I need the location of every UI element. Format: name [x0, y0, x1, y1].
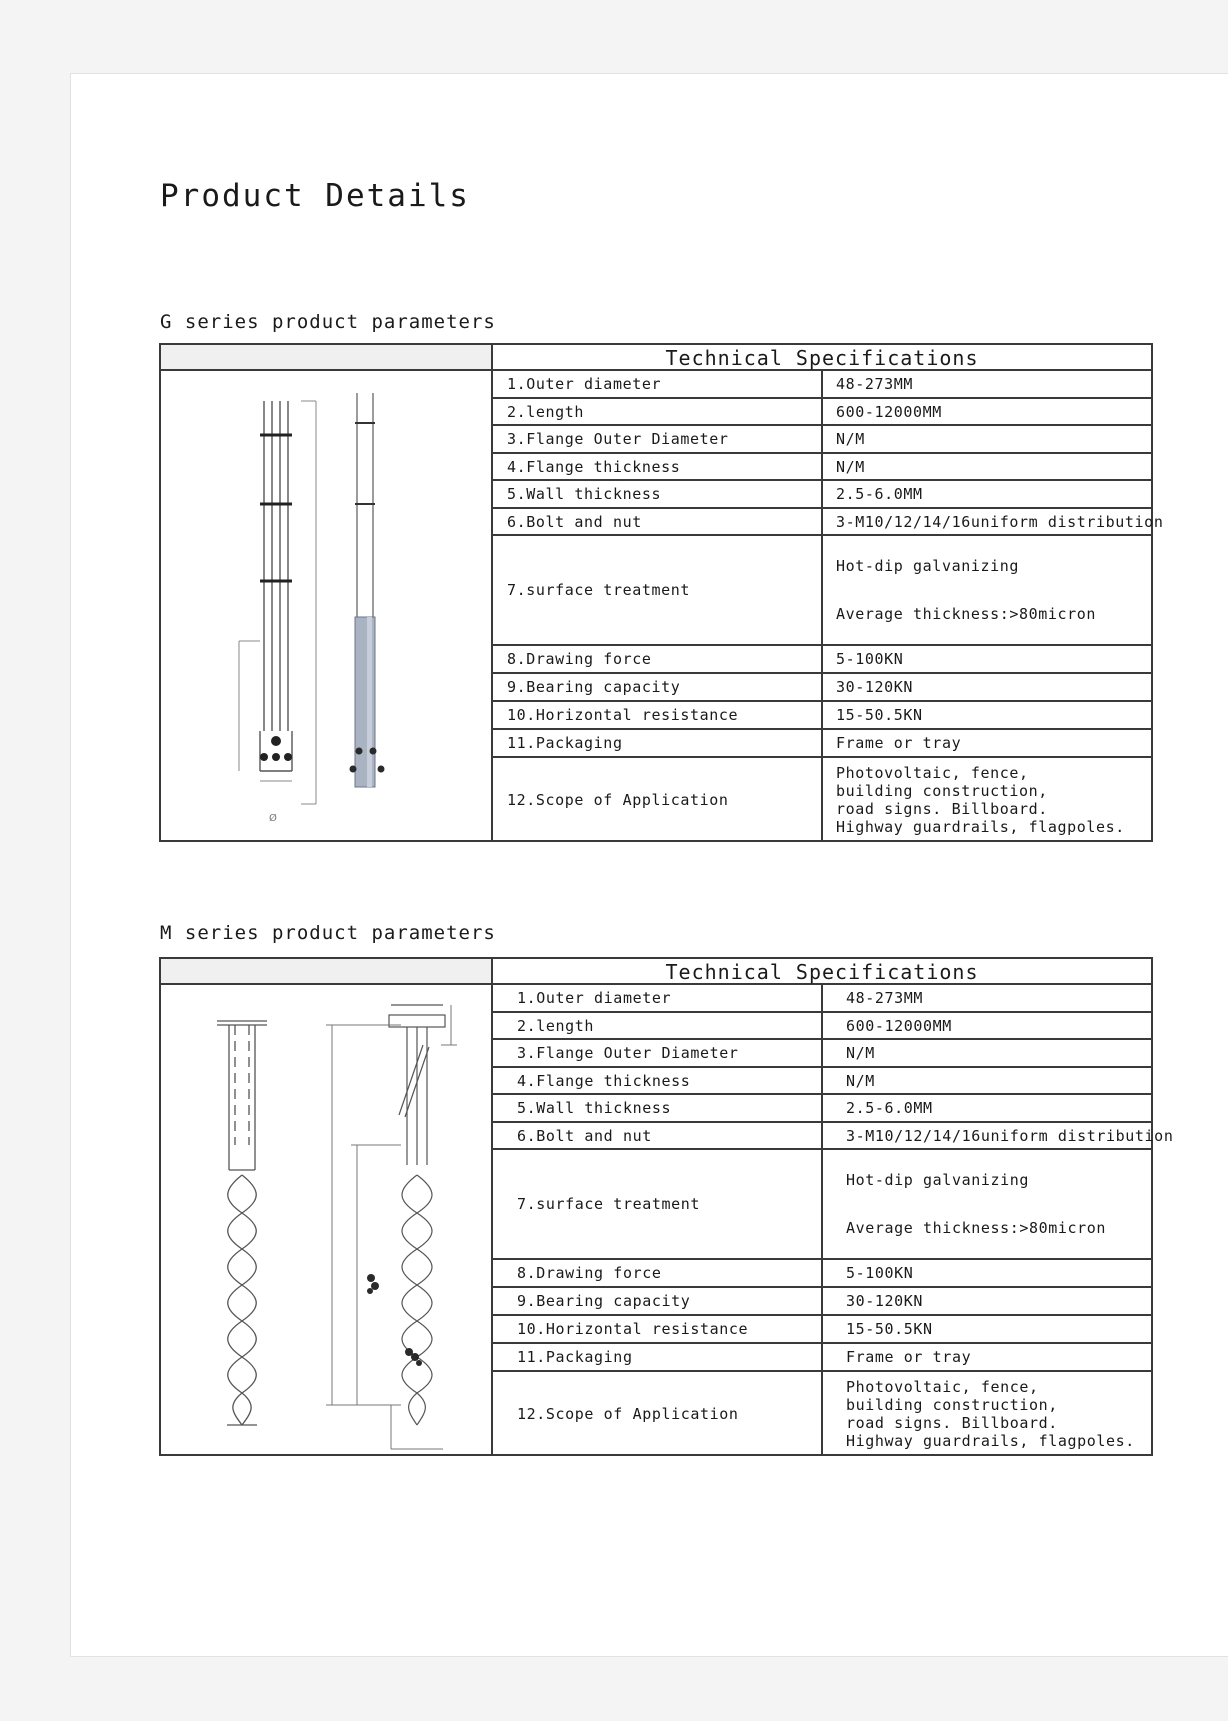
- spec-row: [493, 1068, 1151, 1095]
- spec-label: 11.Packaging: [493, 730, 823, 756]
- spec-table-header: Technical Specifications: [493, 345, 1151, 371]
- spec-value-line: Photovoltaic, fence,: [836, 763, 1029, 782]
- spec-value-line: Highway guardrails, flagpoles.: [836, 817, 1125, 836]
- spec-row: [493, 646, 1151, 674]
- spec-label: 2.length: [493, 1013, 823, 1038]
- spec-value: N/M: [846, 1071, 875, 1090]
- spec-row: [493, 730, 1151, 758]
- spec-label: 6.Bolt and nut: [493, 509, 823, 534]
- spec-value: 48-273MM: [846, 989, 924, 1007]
- spec-label: 12.Scope of Application: [493, 1372, 823, 1455]
- spec-label: 7.surface treatment: [493, 536, 823, 644]
- spec-row: [493, 1095, 1151, 1123]
- spec-value: N/M: [836, 430, 865, 448]
- spec-value: [823, 1372, 1151, 1455]
- spec-label: 12.Scope of Application: [493, 758, 823, 841]
- spec-row: [493, 509, 1164, 536]
- spec-value: 5-100KN: [836, 650, 904, 668]
- spec-value-line: building construction,: [836, 781, 1048, 800]
- spec-value: 3-M10/12/14/16uniform distribution: [836, 512, 1164, 531]
- spec-value: Frame or tray: [836, 734, 962, 752]
- g-series-spec-table: [491, 345, 1164, 840]
- spec-value: [823, 1150, 1151, 1258]
- spec-row: [493, 454, 1151, 481]
- spec-row: [493, 1150, 1151, 1260]
- spec-label: 3.Flange Outer Diameter: [493, 1040, 823, 1066]
- spec-row: [493, 1123, 1174, 1150]
- spec-value: 30-120KN: [846, 1292, 924, 1310]
- spec-value: Frame or tray: [846, 1348, 972, 1366]
- spec-row: [493, 371, 1151, 399]
- spec-value: [823, 758, 1151, 841]
- ground-screw-helix-drawing-m: [161, 985, 491, 1455]
- spec-row: [493, 1288, 1151, 1316]
- spec-row: [493, 1344, 1151, 1372]
- spec-value: 15-50.5KN: [836, 706, 923, 724]
- spec-row: [493, 1372, 1151, 1455]
- spec-row: [493, 1316, 1151, 1344]
- svg-text:Ø: Ø: [269, 813, 277, 824]
- spec-value-line: Average thickness:>80micron: [836, 605, 1097, 623]
- spec-label: 1.Outer diameter: [493, 985, 823, 1011]
- spec-row: [493, 1260, 1151, 1288]
- spec-label: 8.Drawing force: [493, 646, 823, 672]
- spec-label: 4.Flange thickness: [493, 454, 823, 479]
- spec-value: N/M: [846, 1044, 875, 1062]
- spec-label: 8.Drawing force: [493, 1260, 823, 1286]
- spec-row: [493, 536, 1151, 646]
- spec-label: 6.Bolt and nut: [493, 1123, 823, 1148]
- spec-value-line: Average thickness:>80micron: [846, 1219, 1107, 1237]
- image-column-header: [161, 345, 491, 371]
- spec-label: 3.Flange Outer Diameter: [493, 426, 823, 452]
- spec-label: 9.Bearing capacity: [493, 1288, 823, 1314]
- image-column-header: [161, 959, 491, 985]
- spec-label: 10.Horizontal resistance: [493, 1316, 823, 1342]
- spec-value: 48-273MM: [836, 375, 914, 393]
- spec-value: 15-50.5KN: [846, 1320, 933, 1338]
- g-series-drawing: [161, 371, 491, 840]
- spec-label: 5.Wall thickness: [493, 1095, 823, 1121]
- spec-row: [493, 1040, 1151, 1068]
- spec-table-header: Technical Specifications: [493, 959, 1151, 985]
- ground-screw-pile-drawing-g: [161, 371, 491, 841]
- spec-value-line: Hot-dip galvanizing: [836, 557, 1019, 575]
- spec-value-line: Photovoltaic, fence,: [846, 1377, 1039, 1396]
- spec-value: 2.5-6.0MM: [836, 485, 923, 503]
- spec-value-line: Highway guardrails, flagpoles.: [846, 1431, 1135, 1450]
- spec-label: 4.Flange thickness: [493, 1068, 823, 1093]
- spec-row: [493, 1013, 1151, 1040]
- spec-value: 5-100KN: [846, 1264, 914, 1282]
- spec-value: 600-12000MM: [836, 402, 942, 421]
- spec-value: 600-12000MM: [846, 1016, 952, 1035]
- spec-row: [493, 758, 1151, 841]
- g-series-spec-block: [159, 343, 1164, 842]
- spec-value: 3-M10/12/14/16uniform distribution: [846, 1126, 1174, 1145]
- spec-row: [493, 481, 1151, 509]
- spec-label: 1.Outer diameter: [493, 371, 823, 397]
- spec-value-line: building construction,: [846, 1395, 1058, 1414]
- spec-value: [823, 536, 1151, 644]
- m-series-title: M series product parameters: [160, 922, 496, 944]
- spec-row: [493, 674, 1151, 702]
- spec-label: 2.length: [493, 399, 823, 424]
- spec-value: N/M: [836, 457, 865, 476]
- spec-value: 30-120KN: [836, 678, 914, 696]
- spec-row: [493, 426, 1151, 454]
- spec-label: 9.Bearing capacity: [493, 674, 823, 700]
- spec-value-line: road signs. Billboard.: [846, 1413, 1058, 1432]
- spec-row: [493, 702, 1151, 730]
- g-series-title: G series product parameters: [160, 311, 496, 333]
- spec-value-line: Hot-dip galvanizing: [846, 1171, 1029, 1189]
- spec-row: [493, 399, 1151, 426]
- spec-label: 5.Wall thickness: [493, 481, 823, 507]
- spec-label: 10.Horizontal resistance: [493, 702, 823, 728]
- spec-label: 7.surface treatment: [493, 1150, 823, 1258]
- m-series-spec-block: [159, 957, 1174, 1456]
- spec-value-line: road signs. Billboard.: [836, 799, 1048, 818]
- spec-value: 2.5-6.0MM: [846, 1099, 933, 1117]
- spec-row: [493, 985, 1151, 1013]
- page-title: Product Details: [160, 178, 470, 214]
- m-series-spec-table: [491, 959, 1174, 1454]
- spec-label: 11.Packaging: [493, 1344, 823, 1370]
- m-series-drawing: [161, 985, 491, 1454]
